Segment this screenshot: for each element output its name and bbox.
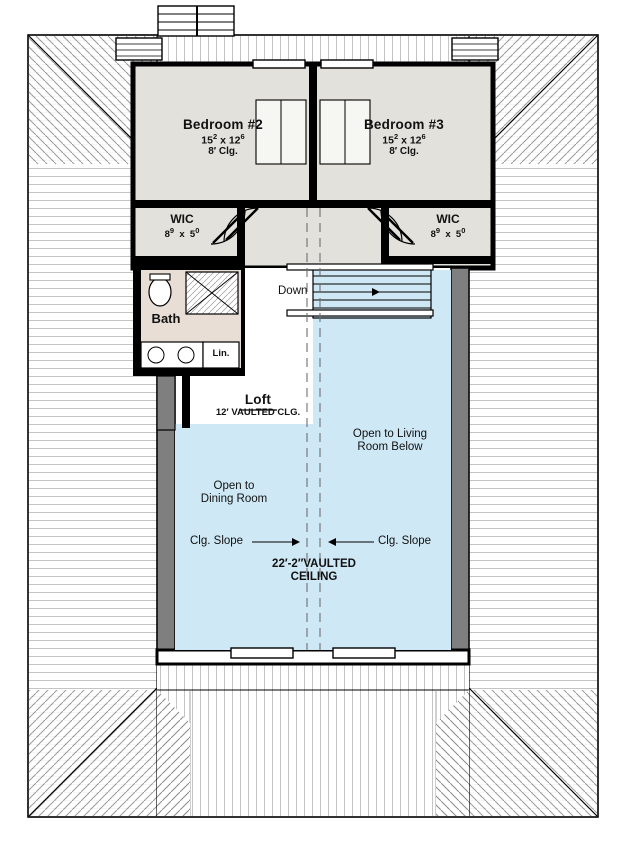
chimney-left: [116, 38, 162, 60]
room-label-bath: Bath: [151, 311, 181, 326]
room-label-bedroom-2: Bedroom #2 $15^2$ x $12^6$ 8′ Clg.: [182, 117, 264, 158]
room-dims-bedroom-3: $15^2$ x $12^6$: [382, 131, 426, 147]
room-label-wic-right: WIC $8^9$ x $5^0$: [430, 212, 466, 240]
roof-top-projection: [158, 6, 234, 36]
roof-bottom-porch: [157, 664, 469, 816]
label-vaulted-ceiling-note: 22′-2″VAULTED CEILING: [272, 558, 356, 584]
label-open-to-dining-room: Open to Dining Room: [200, 480, 268, 506]
room-dims-bedroom-2: $15^2$ x $12^6$: [201, 131, 245, 147]
room-label-loft: Loft 12′ VAULTED CLG.: [215, 392, 301, 418]
bath-fixtures: [141, 270, 241, 368]
room-dims-wic-right: $8^9$ x $5^0$: [430, 225, 466, 240]
room-label-bedroom-3: Bedroom #3 $15^2$ x $12^6$ 8′ Clg.: [363, 117, 445, 158]
room-dims-wic-left: $8^9$ x $5^0$: [164, 225, 200, 240]
label-ceiling-slope-left: Clg. Slope: [190, 535, 244, 547]
label-open-to-living-room: Open to Living Room Below: [352, 428, 428, 454]
label-stairs-down: Down: [278, 285, 308, 297]
label-linen-closet: Lin.: [212, 348, 230, 359]
label-ceiling-slope-right: Clg. Slope: [378, 535, 432, 547]
chimney-right: [452, 38, 498, 60]
room-label-wic-left: WIC $8^9$ x $5^0$: [164, 212, 200, 240]
